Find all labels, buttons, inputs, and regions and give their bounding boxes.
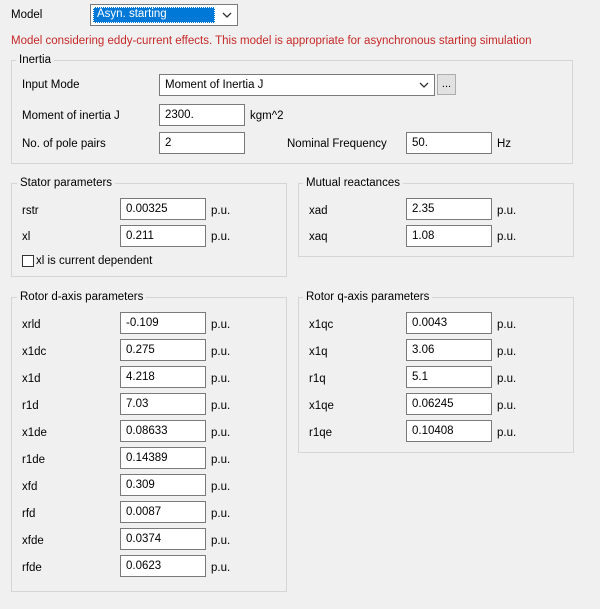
- pole-pairs-label: No. of pole pairs: [22, 138, 106, 150]
- moment-of-inertia-field[interactable]: [159, 104, 245, 126]
- rotor-d-row-label: x1d: [22, 373, 41, 385]
- stator-row-unit: p.u.: [211, 205, 231, 217]
- rotor-d-row-unit: p.u.: [211, 319, 231, 331]
- rotor-d-row-unit: p.u.: [211, 508, 231, 520]
- rotor-d-row-unit: p.u.: [211, 481, 231, 493]
- rotor-q-row-field[interactable]: [406, 366, 492, 388]
- checkbox-unchecked-icon[interactable]: [22, 255, 34, 267]
- rotor-q-row-label: r1qe: [309, 427, 333, 439]
- chevron-down-icon[interactable]: [418, 79, 430, 91]
- rotor-d-row-label: x1de: [22, 427, 47, 439]
- rotor-d-row-field[interactable]: [120, 393, 206, 415]
- rotor-q-row-field[interactable]: [406, 393, 492, 415]
- stator-row-unit: p.u.: [211, 231, 231, 243]
- input-mode-select[interactable]: [159, 74, 435, 96]
- rotor-q-row-unit: p.u.: [497, 373, 517, 385]
- rotor-d-row-field[interactable]: [120, 312, 206, 334]
- rotor-d-row-unit: p.u.: [211, 400, 231, 412]
- mutual-row-field[interactable]: [406, 198, 492, 220]
- input-mode-ellipsis-button[interactable]: ...: [437, 74, 456, 95]
- rotor-q-row-label: x1q: [309, 346, 328, 358]
- rotor-q-row-label: r1q: [309, 373, 326, 385]
- rotor-d-row-field[interactable]: [120, 366, 206, 388]
- stator-group-title: Stator parameters: [17, 176, 115, 190]
- rotor-q-row-unit: p.u.: [497, 346, 517, 358]
- rotor-d-row-label: x1dc: [22, 346, 47, 358]
- mutual-row-unit: p.u.: [497, 231, 517, 243]
- rotor-q-row-unit: p.u.: [497, 400, 517, 412]
- pole-pairs-field[interactable]: [159, 132, 245, 154]
- stator-row-field[interactable]: [120, 198, 206, 220]
- stator-row-label: xl: [22, 231, 31, 243]
- rotor-q-row-field[interactable]: [406, 420, 492, 442]
- rotor-d-row-unit: p.u.: [211, 535, 231, 547]
- xl-current-dependent-label[interactable]: xl is current dependent: [36, 255, 153, 267]
- rotor-d-row-unit: p.u.: [211, 373, 231, 385]
- rotor-q-row-label: x1qe: [309, 400, 334, 412]
- input-mode-value: Moment of Inertia J: [165, 79, 264, 91]
- rotor-d-row-label: xfde: [22, 535, 44, 547]
- input-mode-label: Input Mode: [22, 79, 80, 91]
- rotor-q-row-unit: p.u.: [497, 427, 517, 439]
- mutual-row-field[interactable]: [406, 225, 492, 247]
- rotor-d-row-label: r1d: [22, 400, 39, 412]
- rotor-d-row-field[interactable]: [120, 501, 206, 523]
- inertia-group-title: Inertia: [16, 53, 54, 67]
- rotor-d-row-label: xfd: [22, 481, 38, 493]
- model-description: Model considering eddy-current effects. This model is appropriate for asynchronous starting simulation: [11, 35, 532, 47]
- rotor-d-row-unit: p.u.: [211, 454, 231, 466]
- model-label: Model: [11, 9, 43, 21]
- rotor-d-row-field[interactable]: [120, 339, 206, 361]
- rotor-d-row-unit: p.u.: [211, 427, 231, 439]
- rotor-q-row-field[interactable]: [406, 339, 492, 361]
- rotor-q-group-title: Rotor q-axis parameters: [303, 290, 432, 304]
- nominal-frequency-field[interactable]: [406, 132, 492, 154]
- rotor-q-row-unit: p.u.: [497, 319, 517, 331]
- rotor-d-row-unit: p.u.: [211, 346, 231, 358]
- rotor-d-row-field[interactable]: [120, 528, 206, 550]
- mutual-row-label: xaq: [309, 231, 328, 243]
- mutual-group-title: Mutual reactances: [303, 176, 403, 190]
- nominal-frequency-label: Nominal Frequency: [287, 138, 387, 150]
- rotor-d-row-field[interactable]: [120, 447, 206, 469]
- mutual-row-label: xad: [309, 205, 328, 217]
- rotor-d-row-label: r1de: [22, 454, 46, 466]
- rotor-d-row-field[interactable]: [120, 474, 206, 496]
- stator-row-field[interactable]: [120, 225, 206, 247]
- rotor-d-row-field[interactable]: [120, 420, 206, 442]
- rotor-d-row-label: rfde: [22, 562, 42, 574]
- rotor-d-row-unit: p.u.: [211, 562, 231, 574]
- rotor-d-group-title: Rotor d-axis parameters: [17, 290, 146, 304]
- rotor-q-row-field[interactable]: [406, 312, 492, 334]
- stator-row-label: rstr: [22, 205, 39, 217]
- model-select[interactable]: [90, 4, 238, 26]
- nominal-frequency-unit: Hz: [497, 138, 512, 150]
- rotor-d-row-label: xrld: [22, 319, 41, 331]
- rotor-d-row-label: rfd: [22, 508, 36, 520]
- model-select-value: Asyn. starting: [97, 8, 167, 20]
- rotor-d-row-field[interactable]: [120, 555, 206, 577]
- moment-of-inertia-unit: kgm^2: [250, 110, 284, 122]
- mutual-row-unit: p.u.: [497, 205, 517, 217]
- moment-of-inertia-label: Moment of inertia J: [22, 110, 120, 122]
- chevron-down-icon[interactable]: [221, 9, 233, 21]
- rotor-q-row-label: x1qc: [309, 319, 334, 331]
